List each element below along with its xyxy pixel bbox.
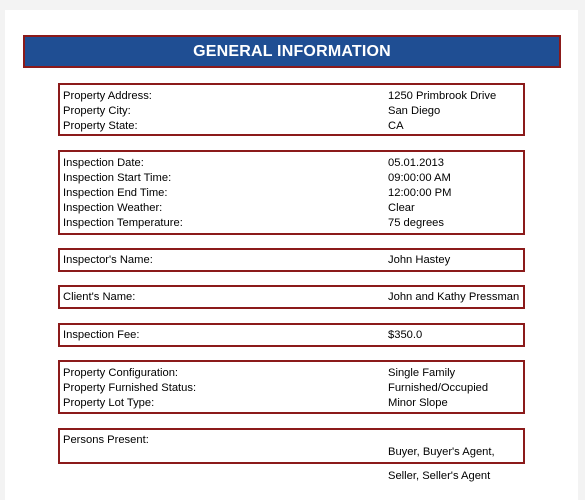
info-row [60,434,523,482]
field-label: Persons Present: [63,434,149,446]
info-row [60,290,523,305]
field-label: Property State: [63,120,138,132]
field-value-line: Seller, Seller's Agent [388,470,491,482]
field-value: $350.0 [388,329,423,341]
field-label: Property City: [63,105,131,117]
field-label: Inspection Start Time: [63,172,172,184]
client-section [58,285,525,309]
field-value-line: Buyer, Buyer's Agent, [388,446,495,458]
section-header [23,35,561,68]
field-value [388,434,495,494]
field-label: Inspection Weather: [63,202,163,214]
field-value: Furnished/Occupied [388,382,489,394]
field-value: 75 degrees [388,217,444,229]
info-row [60,381,523,396]
inspection-section [58,150,525,235]
info-row [60,216,523,231]
info-row [60,186,523,201]
info-row [60,253,523,268]
field-value: Clear [388,202,415,214]
info-row [60,119,523,134]
header-title: GENERAL INFORMATION [193,43,391,60]
field-value: 09:00:00 AM [388,172,451,184]
field-label: Property Furnished Status: [63,382,197,394]
field-label: Property Configuration: [63,367,179,379]
persons-section [58,428,525,482]
info-row [60,89,523,104]
field-value: John Hastey [388,254,451,266]
field-value: 05.01.2013 [388,157,444,169]
field-label: Property Lot Type: [63,397,155,409]
property-section [58,83,525,136]
field-value: Minor Slope [388,397,448,409]
field-label: Inspection End Time: [63,187,168,199]
fee-section [58,323,525,347]
field-value: San Diego [388,105,441,117]
info-row [60,396,523,411]
field-label: Inspection Date: [63,157,144,169]
info-row [60,201,523,216]
field-value: 1250 Primbrook Drive [388,90,497,102]
info-row [60,104,523,119]
field-label: Inspector's Name: [63,254,153,266]
field-label: Client's Name: [63,291,136,303]
field-label: Inspection Fee: [63,329,140,341]
info-row [60,328,523,343]
info-row [60,366,523,381]
field-value: Single Family [388,367,456,379]
field-value: 12:00:00 PM [388,187,452,199]
info-row [60,156,523,171]
info-row [60,171,523,186]
field-value: John and Kathy Pressman [388,291,520,303]
configuration-section [58,360,525,414]
inspector-section [58,248,525,272]
field-value: CA [388,120,404,132]
field-label: Property Address: [63,90,152,102]
field-label: Inspection Temperature: [63,217,183,229]
